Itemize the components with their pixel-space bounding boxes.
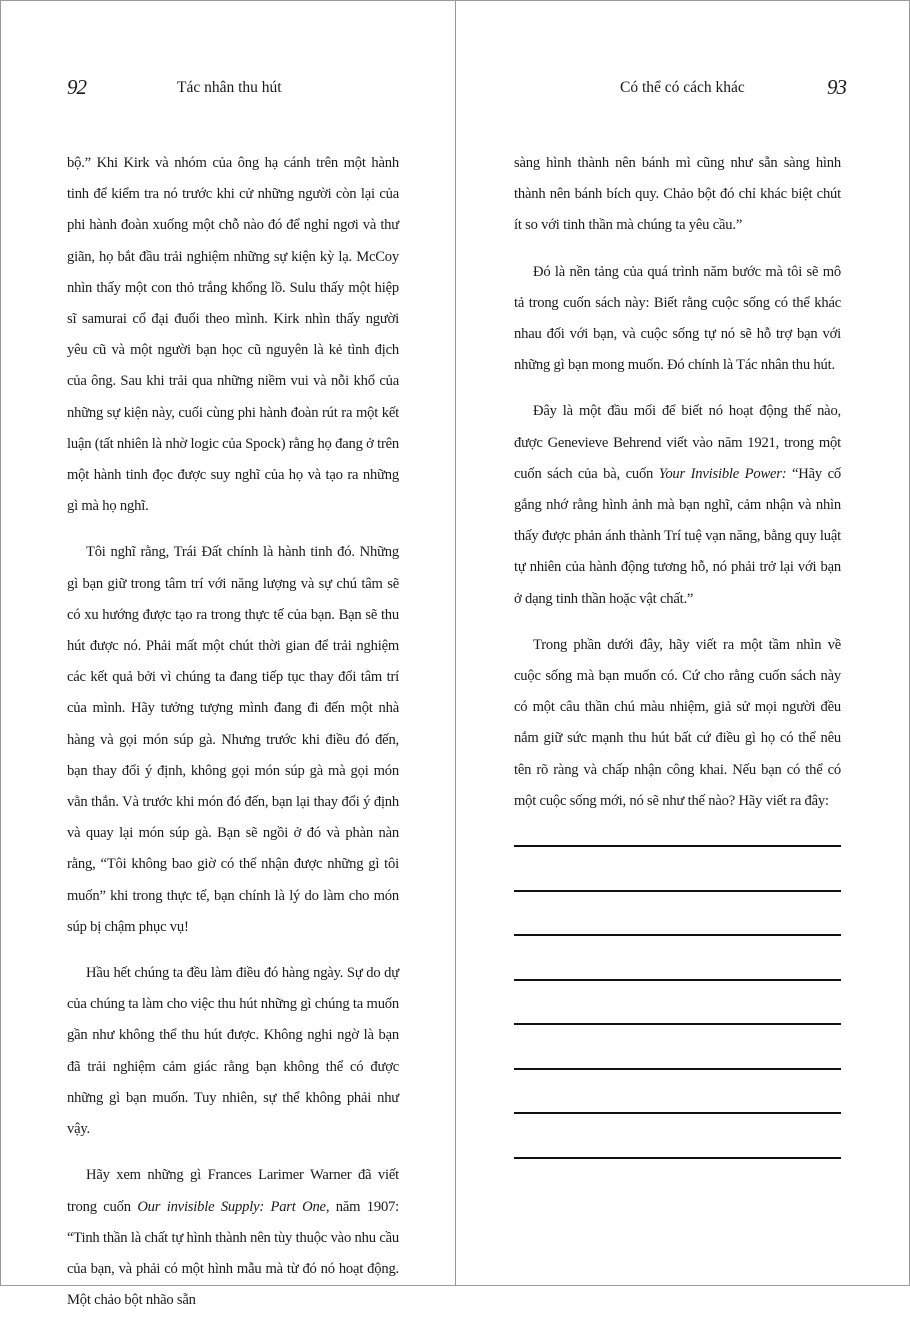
book-title: Your Invisible Power: [658,465,787,482]
writing-lines[interactable] [514,845,841,1201]
text-run: Hầu hết chúng ta đều làm điều đó hàng ngày. Sự do dự của chúng ta làm cho việc thu hút những gì chúng ta muốn gần như không thể thu hút được. Không nghi ngờ là bạn đã trải nghiệm cảm giác rằng bạn không thể có được những gì bạn muốn. Tuy nhiên, sự thể không phải như vậy. [67,965,399,1138]
page-number: 92 [67,75,86,99]
paragraph [514,630,841,817]
text-run: sàng hình thành nên bánh mì cũng như sẵn sàng hình thành nên bánh bích quy. Chảo bột đó chỉ khác biệt chút ít so với tinh thần mà chúng ta yêu cầu.” [514,155,841,234]
paragraph [514,396,841,614]
writing-line[interactable] [514,845,841,847]
writing-line[interactable] [514,1068,841,1070]
text-run: Đó là nền tảng của quá trình năm bước mà tôi sẽ mô tả trong cuốn sách này: Biết rằng cuộc sống có thể khác nhau đối với bạn, và cuộc sống tự nó sẽ hỗ trợ bạn với những gì bạn mong muốn. Đó chính là Tác nhân thu hút. [514,263,841,374]
writing-line[interactable] [514,1157,841,1159]
text-run: Trong phần dưới đây, hãy viết ra một tầm nhìn về cuộc sống mà bạn muốn có. Cứ cho rằng cuốn sách này có một câu thần chú màu nhiệm, giả sử mọi người đều nắm giữ sức mạnh thu hút bất cứ điều gì họ có thể nêu tên rõ ràng và chấp nhận công khai. Nếu bạn có thể có một cuộc sống mới, nó sẽ như thế nào? Hãy viết ra đây: [514,636,841,809]
right-page [456,1,909,1285]
page-number: 93 [827,75,846,99]
writing-line[interactable] [514,1112,841,1114]
paragraph [67,1160,399,1316]
writing-line[interactable] [514,1023,841,1025]
writing-line[interactable] [514,979,841,981]
text-run: bộ.” Khi Kirk và nhóm của ông hạ cánh trên một hành tinh để kiểm tra nó trước khi cử những người còn lại của phi hành đoàn xuống một chỗ nào đó để nghỉ ngơi và thư giãn, họ bắt đầu trải nghiệm những sự kiện kỳ lạ. McCoy nhìn thấy một con thỏ trắng khổng lồ. Sulu thấy một hiệp sĩ samurai cổ đại đuổi theo mình. Kirk nhìn thấy người yêu cũ và một người bạn học cũ nguyên là kẻ tình địch của ông. Sau khi trải qua những niềm vui và nỗi khổ của những sự kiện này, cuối cùng phi hành đoàn rút ra một kết luận (tất nhiên là nhờ logic của Spock) rằng họ đang ở trên một hành tinh đọc được suy nghĩ của họ và tạo ra những gì mà họ nghĩ. [67,155,399,515]
paragraph [514,148,841,242]
paragraph [514,257,841,382]
paragraph [67,148,399,522]
text-run: Hãy xem những gì Frances Larimer Warner đã viết trong cuốn [67,1167,399,1215]
body-text [514,148,841,832]
writing-line[interactable] [514,934,841,936]
writing-line[interactable] [514,890,841,892]
running-head: Có thể có cách khác [620,79,745,96]
running-head: Tác nhân thu hút [177,79,282,96]
body-text [67,148,399,1331]
text-run: Tôi nghĩ rằng, Trái Đất chính là hành tinh đó. Những gì bạn giữ trong tâm trí với năng lượng và sự chú tâm sẽ có xu hướng được tạo ra trong thực tế của bạn. Bạn sẽ thu hút được nó. Phải mất một chút thời gian để trải nghiệm các kết quả bởi vì chúng ta đang tiếp tục thay đổi tâm trí của mình. Hãy tưởng tượng mình đang đi đến một nhà hàng và gọi món súp gà. Nhưng trước khi điều đó đến, bạn thay đổi ý định, không gọi món súp gà mà gọi món vằn thắn. Và trước khi món đó đến, bạn lại thay đổi ý định và quay lại món súp gà. Bạn sẽ ngồi ở đó và phàn nàn rằng, “Tôi không bao giờ có thể nhận được những gì tôi muốn” khi trong thực tế, bạn chính là lý do làm cho món súp bị chậm phục vụ! [67,544,399,935]
paragraph [67,958,399,1145]
text-run: Đây là một đầu mối để biết nó hoạt động thế nào, được Genevieve Behrend viết vào năm 1921, trong một cuốn sách của bà, cuốn [514,403,841,482]
book-title: Our invisible Supply: Part One, [137,1198,330,1215]
text-run: năm 1907: “Tinh thần là chất tự hình thành nên tùy thuộc vào nhu cầu của bạn, và phải có một hình mẫu mà từ đó nó hoạt động. Một chảo bột nhão sẵn [67,1198,399,1309]
left-page [1,1,455,1309]
paragraph [67,537,399,943]
text-run: “Hãy cố gắng nhớ rằng hình ảnh mà bạn nghĩ, cảm nhận và nhìn thấy được phản ánh thành Trí tuệ vạn năng, bằng quy luật tự nhiên của hành động tương hỗ, nó phải trở lại với bạn ở dạng tinh thần hoặc vật chất.” [514,465,841,607]
